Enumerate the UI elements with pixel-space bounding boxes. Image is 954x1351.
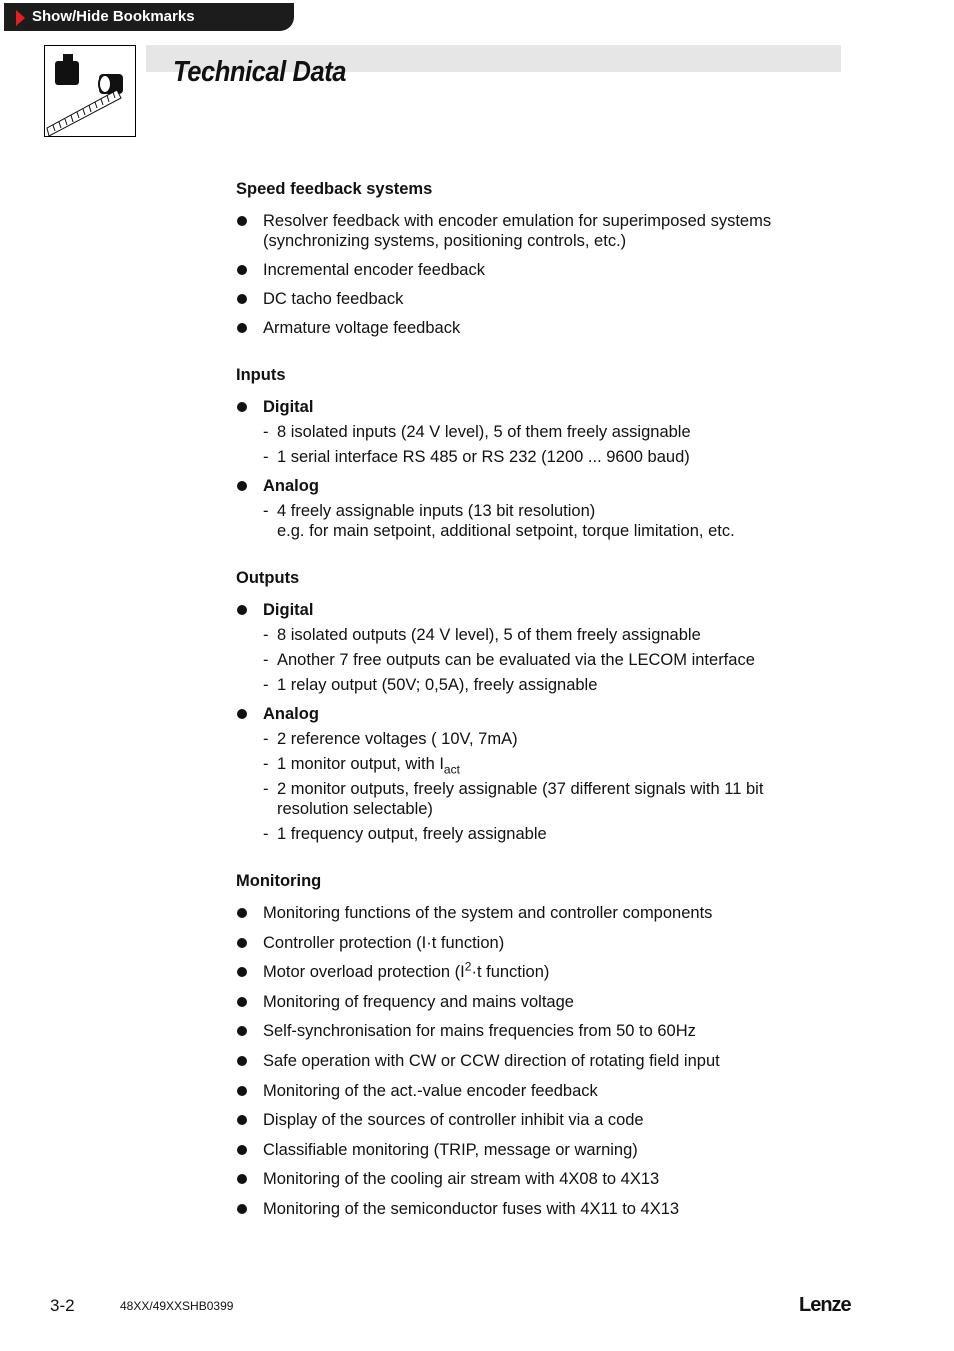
sub-item: - Another 7 free outputs can be evaluated via the LECOM interface — [263, 650, 836, 670]
list-item: Resolver feedback with encoder emulation for superimposed systems (synchronizing systems, positioning controls, etc.) — [236, 211, 836, 251]
sub-list — [236, 501, 836, 541]
monitoring-section — [236, 871, 836, 1219]
list-item — [236, 959, 836, 982]
sub-item — [263, 501, 836, 541]
list-item: Monitoring of the semiconductor fuses with 4X11 to 4X13 — [236, 1199, 836, 1219]
subscript: act — [443, 762, 460, 777]
list-item: Digital — [236, 397, 836, 417]
sub-item: - 8 isolated outputs (24 V level), 5 of them freely assignable — [263, 625, 836, 645]
sub-list — [236, 729, 836, 844]
show-hide-bookmarks-button[interactable] — [4, 3, 294, 31]
section-heading: Monitoring — [236, 872, 322, 890]
sub-item: - 2 monitor outputs, freely assignable (37 different signals with 11 bit resolution selectable) — [263, 779, 836, 819]
list-item: Analog — [236, 476, 836, 496]
list-item: Monitoring of the cooling air stream with 4X08 to 4X13 — [236, 1169, 836, 1189]
sub-item-text: 1 monitor output, with I — [277, 755, 444, 773]
superscript: 2 — [464, 959, 472, 974]
section-heading: Speed feedback systems — [236, 180, 433, 198]
sub-item-line: - 4 freely assignable inputs (13 bit resolution) — [277, 502, 596, 520]
item-text: ·t function) — [471, 963, 550, 982]
machine-icon — [44, 45, 136, 137]
sub-item-line: e.g. for main setpoint, additional setpoint, torque limitation, etc. — [277, 522, 735, 540]
content — [236, 179, 836, 1246]
speed-feedback-section — [236, 179, 836, 338]
sub-item: - 8 isolated inputs (24 V level), 5 of them freely assignable — [263, 422, 836, 442]
sub-list — [236, 625, 836, 695]
list-item: Safe operation with CW or CCW direction of rotating field input — [236, 1051, 836, 1071]
sub-item — [263, 754, 836, 777]
list-item: Monitoring of the act.-value encoder feedback — [236, 1081, 836, 1101]
section-heading: Inputs — [236, 366, 286, 384]
list-item: Incremental encoder feedback — [236, 260, 836, 280]
list-item: Self-synchronisation for mains frequencies from 50 to 60Hz — [236, 1021, 836, 1041]
bookmarks-label: Show/Hide Bookmarks — [32, 8, 195, 25]
sub-item: - 1 serial interface RS 485 or RS 232 (1200 ... 9600 baud) — [263, 447, 836, 467]
sub-item: - 1 relay output (50V; 0,5A), freely assignable — [263, 675, 836, 695]
sub-item: - 2 reference voltages ( 10V, 7mA) — [263, 729, 836, 749]
list-item: Controller protection (I·t function) — [236, 933, 836, 953]
sub-item: - 1 frequency output, freely assignable — [263, 824, 836, 844]
page-title: Technical Data — [173, 56, 347, 88]
list-item: Analog — [236, 704, 836, 724]
lenze-logo: Lenze — [799, 1294, 851, 1316]
outputs-section — [236, 568, 836, 844]
sub-list — [236, 422, 836, 467]
section-heading: Outputs — [236, 569, 300, 587]
document-code: 48XX/49XXSHB0399 — [120, 1299, 234, 1313]
list-item: Monitoring functions of the system and controller components — [236, 903, 836, 923]
list-item: Display of the sources of controller inhibit via a code — [236, 1110, 836, 1130]
list-item: Armature voltage feedback — [236, 318, 836, 338]
list-item: DC tacho feedback — [236, 289, 836, 309]
list-item: Monitoring of frequency and mains voltage — [236, 992, 836, 1012]
list-item: Classifiable monitoring (TRIP, message or warning) — [236, 1140, 836, 1160]
inputs-section — [236, 365, 836, 541]
item-text: Motor overload protection (I — [263, 963, 465, 982]
page-number: 3-2 — [50, 1296, 75, 1315]
list-item: Digital — [236, 600, 836, 620]
triangle-right-icon — [16, 10, 25, 26]
